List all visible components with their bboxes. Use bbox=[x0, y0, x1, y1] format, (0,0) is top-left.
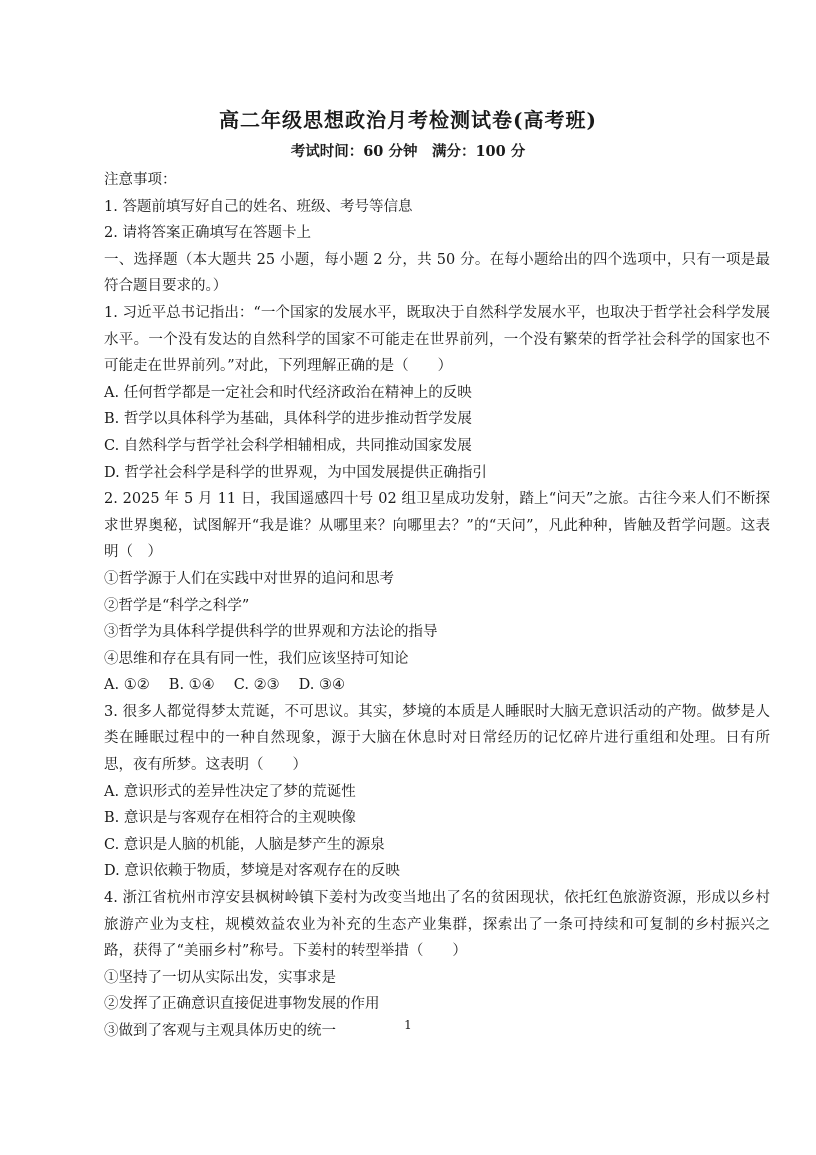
note-item: 2. 请将答案正确填写在答题卡上 bbox=[104, 225, 311, 242]
question-3-option-a: A. 意识形式的差异性决定了梦的荒诞性 bbox=[104, 783, 356, 800]
question-2-statement-1: ①哲学源于人们在实践中对世界的追问和思考 bbox=[104, 570, 394, 587]
question-2-statement-4: ④思维和存在具有同一性，我们应该坚持可知论 bbox=[104, 650, 409, 667]
question-4-statement-3: ③做到了客观与主观具体历史的统一 bbox=[104, 1023, 336, 1039]
section-heading: 一、选择题（本大题共 25 小题，每小题 2 分，共 50 分。在每小题给出的四个选项中，只有一项是最符合题目要求的。） bbox=[104, 251, 770, 295]
question-3-option-b: B. 意识是与客观存在相符合的主观映像 bbox=[104, 810, 356, 827]
question-2-choices: A. ①② B. ①④ C. ②③ D. ③④ bbox=[104, 677, 346, 694]
question-4-statement-2: ②发挥了正确意识直接促进事物发展的作用 bbox=[104, 996, 380, 1013]
exam-title: 高二年级思想政治月考检测试卷(高考班) bbox=[219, 108, 597, 132]
notes-heading: 注意事项： bbox=[104, 172, 177, 188]
question-4-statement-1: ①坚持了一切从实际出发，实事求是 bbox=[104, 969, 336, 986]
question-1-option-d: D. 哲学社会科学是科学的世界观，为中国发展提供正确指引 bbox=[104, 464, 487, 481]
exam-time-and-score: 考试时间：60 分钟 满分：100 分 bbox=[290, 143, 526, 160]
question-1-option-a: A. 任何哲学都是一定社会和时代经济政治在精神上的反映 bbox=[104, 384, 472, 401]
question-2-statement-3: ③哲学为具体科学提供科学的世界观和方法论的指导 bbox=[104, 624, 438, 641]
question-1-option-b: B. 哲学以具体科学为基础，具体科学的进步推动哲学发展 bbox=[104, 411, 472, 428]
question-1-stem: 1. 习近平总书记指出：“一个国家的发展水平，既取决于自然科学发展水平，也取决于哲学社会科学发展水平。一个没有发达的自然科学的国家不可能走在世界前列，一个没有繁荣的哲学社会科学的国家也不可能走在世界前列。”对此，下列理解正确的是（ ） bbox=[104, 304, 770, 375]
question-4-stem: 4. 浙江省杭州市淳安县枫树岭镇下姜村为改变当地出了名的贫困现状，依托红色旅游资源，形成以乡村旅游产业为支柱，规模效益农业为补充的生态产业集群，探索出了一条可持续和可复制的乡村振兴之路，获得了“美丽乡村”称号。下姜村的转型举措（ ） bbox=[104, 890, 770, 960]
exam-body bbox=[104, 167, 770, 1045]
question-3-option-c: C. 意识是人脑的机能，人脑是梦产生的源泉 bbox=[104, 836, 385, 853]
question-3-option-d: D. 意识依赖于物质，梦境是对客观存在的反映 bbox=[104, 863, 400, 880]
question-1-option-c: C. 自然科学与哲学社会科学相辅相成，共同推动国家发展 bbox=[104, 437, 472, 454]
page-number: 1 bbox=[404, 1018, 412, 1032]
note-item: 1. 答题前填写好自己的姓名、班级、考号等信息 bbox=[104, 198, 413, 215]
question-3-stem: 3. 很多人都觉得梦太荒诞，不可思议。其实，梦境的本质是人睡眠时大脑无意识活动的产物。做梦是人类在睡眠过程中的一种自然现象，源于大脑在休息时对日常经历的记忆碎片进行重组和处理。日有所思，夜有所梦。这表明（ ） bbox=[104, 703, 770, 774]
question-2-stem: 2. 2025 年 5 月 11 日，我国遥感四十号 02 组卫星成功发射，踏上“问天”之旅。古往今来人们不断探求世界奥秘，试图解开“我是谁？从哪里来？向哪里去？”的“天问”，凡此种种，皆触及哲学问题。这表明（ ） bbox=[104, 491, 770, 561]
question-2-statement-2: ②哲学是“科学之科学” bbox=[104, 597, 250, 614]
